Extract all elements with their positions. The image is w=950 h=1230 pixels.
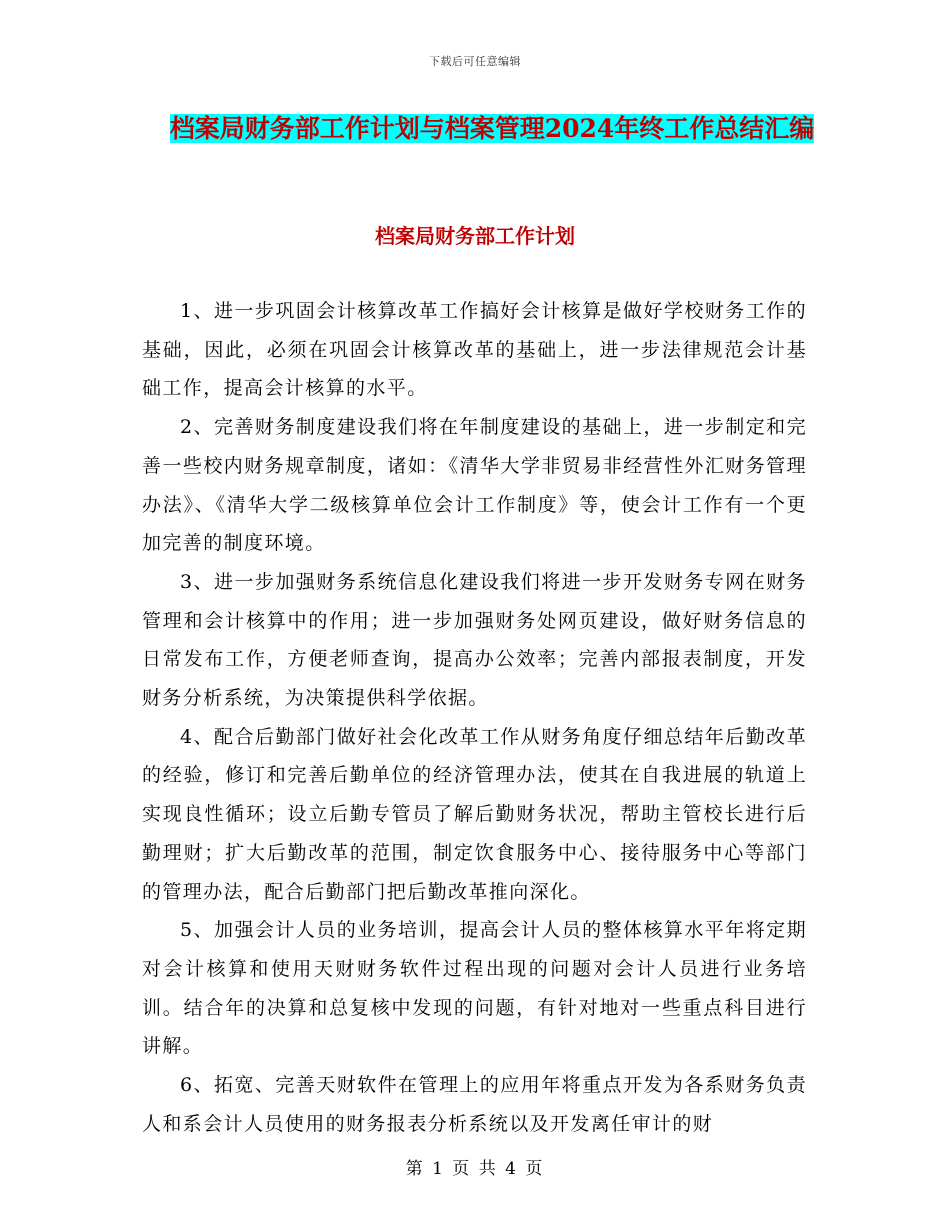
paragraph: 4、配合后勤部门做好社会化改革工作从财务角度仔细总结年后勤改革的经验，修订和完善后勤单位的经济管理办法，使其在自我进展的轨道上实现良性循环；设立后勤专管员了解后勤财务状况，帮助主管校长进行后勤理财；扩大后勤改革的范围，制定饮食服务中心、接待服务中心等部门的管理办法，配合后勤部门把后勤改革推向深化。 [142,725,807,903]
paragraph: 3、进一步加强财务系统信息化建设我们将进一步开发财务专网在财务管理和会计核算中的作用；进一步加强财务处网页建设，做好财务信息的日常发布工作，方便老师查询，提高办公效率；完善内部报表制度，开发财务分析系统，为决策提供科学依据。 [142,570,807,710]
section-title: 档案局财务部工作计划 [375,224,575,248]
document-title [142,108,842,150]
page-number: 第 1 页 共 4 页 [405,1159,545,1179]
paragraph: 6、拓宽、完善天财软件在管理上的应用年将重点开发为各系财务负责人和系会计人员使用的财务报表分析系统以及开发离任审计的财 [142,1074,807,1135]
paragraph: 5、加强会计人员的业务培训，提高会计人员的整体核算水平年将定期对会计核算和使用天财财务软件过程出现的问题对会计人员进行业务培训。结合年的决算和总复核中发现的问题，有针对地对一些重点科目进行讲解。 [142,919,807,1058]
page-header-note: 下载后可任意编辑 [429,55,521,68]
document-body [142,292,807,1143]
document-title-text: 档案局财务部工作计划与档案管理2024年终工作总结汇编 [169,114,815,143]
paragraph: 2、完善财务制度建设我们将在年制度建设的基础上，进一步制定和完善一些校内财务规章制度，诸如：《清华大学非贸易非经营性外汇财务管理办法》、《清华大学二级核算单位会计工作制度》等，使会计工作有一个更加完善的制度环境。 [142,416,807,555]
paragraph: 1、进一步巩固会计核算改革工作搞好会计核算是做好学校财务工作的基础，因此，必须在巩固会计核算改革的基础上，进一步法律规范会计基础工作，提高会计核算的水平。 [142,300,807,400]
